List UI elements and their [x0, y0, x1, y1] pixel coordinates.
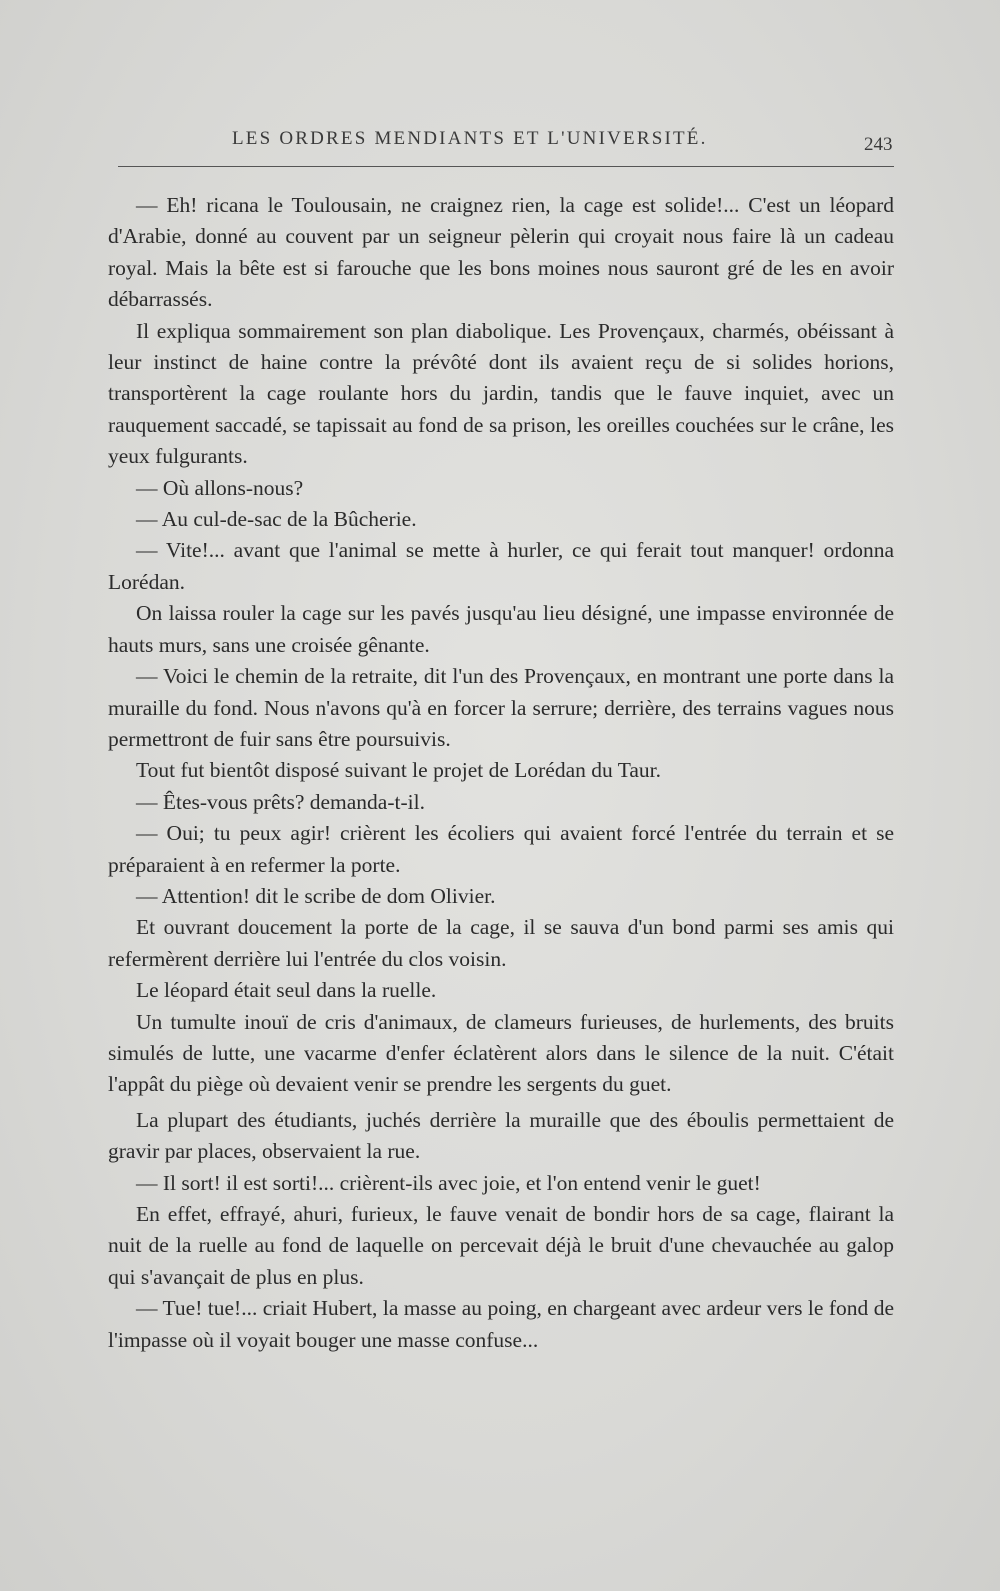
paragraph: Un tumulte inouï de cris d'animaux, de clameurs furieuses, de hurlements, des bruits simulés de lutte, une vacarme d'enfer éclatèrent alors dans le silence de la nuit. C'était l'appât du piège où devaient venir se prendre les sergents du guet. — [108, 1009, 894, 1097]
running-title: LES ORDRES MENDIANTS ET L'UNIVERSITÉ. — [232, 128, 708, 149]
paragraph: — Vite!... avant que l'animal se mette à hurler, ce qui ferait tout manquer! ordonna Lorédan. — [108, 538, 894, 594]
paragraph: — Êtes-vous prêts? demanda-t-il. — [136, 789, 425, 814]
paragraph: Et ouvrant doucement la porte de la cage, il se sauva d'un bond parmi ses amis qui refermèrent derrière lui l'entrée du clos voisin. — [108, 915, 894, 971]
page-number: 243 — [864, 134, 893, 155]
paragraph: Tout fut bientôt disposé suivant le projet de Lorédan du Taur. — [136, 758, 662, 783]
paragraph: — Voici le chemin de la retraite, dit l'un des Provençaux, en montrant une porte dans la muraille du fond. Nous n'avons qu'à en forcer la serrure; derrière, des terrains vagues nous permettront de fuir sans être poursuivis. — [108, 664, 894, 751]
paragraph: — Tue! tue!... criait Hubert, la masse au poing, en chargeant avec ardeur vers le fond de l'impasse où il voyait bouger une masse confuse... — [108, 1296, 894, 1352]
body-text — [108, 190, 894, 1356]
paragraph: On laissa rouler la cage sur les pavés jusqu'au lieu désigné, une impasse environnée de hauts murs, sans une croisée gênante. — [108, 601, 894, 657]
paragraph: — Au cul-de-sac de la Bûcherie. — [136, 507, 417, 532]
paragraph: Le léopard était seul dans la ruelle. — [136, 978, 437, 1003]
paragraph: — Où allons-nous? — [136, 475, 304, 500]
paragraph: — Attention! dit le scribe de dom Olivier. — [136, 883, 496, 908]
paragraph: — Eh! ricana le Toulousain, ne craignez rien, la cage est solide!... C'est un léopard d'Arabie, donné au couvent par un seigneur pèlerin qui croyait nous faire là un cadeau royal. Mais la bête est si farouche que les bons moines nous sauront gré de les en avoir débarrassés. — [108, 193, 894, 312]
paragraph: — Oui; tu peux agir! crièrent les écoliers qui avaient forcé l'entrée du terrain et se préparaient à en refermer la porte. — [108, 821, 894, 877]
paragraph: — Il sort! il est sorti!... crièrent-ils avec joie, et l'on entend venir le guet! — [136, 1170, 761, 1195]
paragraph: La plupart des étudiants, juchés derrière la muraille que des éboulis permettaient de gravir par places, observaient la rue. — [108, 1107, 894, 1164]
paragraph: Il expliqua sommairement son plan diabolique. Les Provençaux, charmés, obéissant à leur instinct de haine contre la prévôté dont ils avaient reçu de si solides horions, transportèrent la cage roulante hors du jardin, tandis que le fauve inquiet, avec un rauquement saccadé, se tapissait au fond de sa prison, les oreilles couchées sur le crâne, les yeux fulgurants. — [108, 318, 894, 469]
header-rule — [118, 166, 894, 167]
paragraph: En effet, effrayé, ahuri, furieux, le fauve venait de bondir hors de sa cage, flairant la nuit de la ruelle au fond de laquelle on percevait déjà le bruit d'une chevauchée au galop qui s'avançait de plus en plus. — [108, 1202, 894, 1289]
